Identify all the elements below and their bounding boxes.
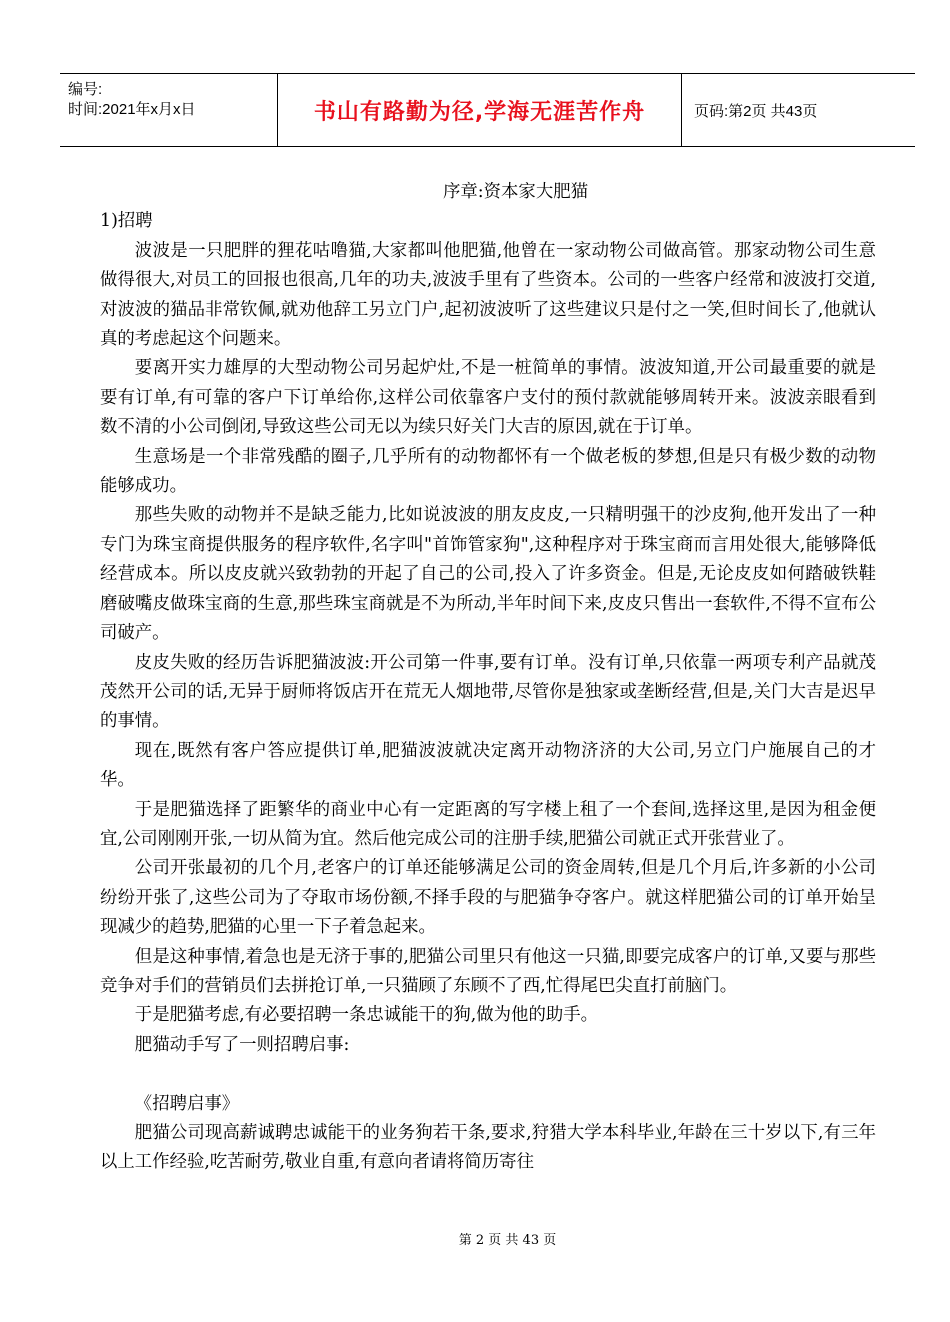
paragraph: 但是这种事情,着急也是无济于事的,肥猫公司里只有他这一只猫,即要完成客户的订单,又要与那些竞争对手们的营销员们去拼抢订单,一只猫顾了东顾不了西,忙得尾巴尖直打前脑门。 [100, 946, 876, 996]
number-label: 编号: [68, 81, 103, 98]
page-footer: 第 2 页 共 43 页 [458, 1233, 557, 1248]
paragraph: 于是肥猫考虑,有必要招聘一条忠诚能干的狗,做为他的助手。 [134, 1005, 599, 1026]
paragraph: 皮皮失败的经历告诉肥猫波波:开公司第一件事,要有订单。没有订单,只依靠一两项专利产品就茂茂然开公司的话,无异于厨师将饭店开在荒无人烟地带,尽管你是独家或垄断经营,但是,关门大吉是迟早的事情。 [100, 652, 876, 732]
paragraph: 于是肥猫选择了距繁华的商业中心有一定距离的写字楼上租了一个套间,选择这里,是因为租金便宜,公司刚刚开张,一切从简为宜。然后他完成公司的注册手续,肥猫公司就正式开张营业了。 [100, 799, 876, 849]
paragraph: 肥猫动手写了一则招聘启事: [134, 1034, 350, 1055]
header-page-info: 页码:第2页 共43页 [694, 102, 818, 120]
header-motto: 书山有路勤为径,学海无涯苦作舟 [278, 74, 682, 146]
notice-title: 《招聘启事》 [134, 1093, 240, 1114]
paragraph: 波波是一只肥胖的狸花咕噜猫,大家都叫他肥猫,他曾在一家动物公司做高管。那家动物公司生意做得很大,对员工的回报也很高,几年的功夫,波波手里有了些资本。公司的一些客户经常和波波打交道,对波波的猫品非常钦佩,就劝他辞工另立门户,起初波波听了这些建议只是付之一笑,但时间长了,他就认真的考虑起这个问题来。 [100, 240, 876, 350]
header-meta [60, 74, 278, 146]
paragraph: 生意场是一个非常残酷的圈子,几乎所有的动物都怀有一个做老板的梦想,但是只有极少数的动物能够成功。 [100, 446, 876, 497]
notice-body: 肥猫公司现高薪诚聘忠诚能干的业务狗若干条,要求,狩猎大学本科毕业,年龄在三十岁以下,有三年以上工作经验,吃苦耐劳,敬业自重,有意向者请将简历寄往 [100, 1122, 876, 1173]
document-header [60, 73, 915, 147]
paragraph: 那些失败的动物并不是缺乏能力,比如说波波的朋友皮皮,一只精明强干的沙皮狗,他开发出了一种专门为珠宝商提供服务的程序软件,名字叫"首饰管家狗",这种程序对于珠宝商而言用处很大,能够降低经营成本。所以皮皮就兴致勃勃的开起了自己的公司,投入了许多资金。但是,无论皮皮如何踏破铁鞋磨破嘴皮做珠宝商的生意,那些珠宝商就是不为所动,半年时间下来,皮皮只售出一套软件,不得不宣布公司破产。 [100, 505, 876, 644]
paragraph: 公司开张最初的几个月,老客户的订单还能够满足公司的资金周转,但是几个月后,许多新的小公司纷纷开张了,这些公司为了夺取市场份额,不择手段的与肥猫争夺客户。就这样肥猫公司的订单开始呈现减少的趋势,肥猫的心里一下子着急起来。 [100, 858, 876, 938]
document-body [100, 178, 876, 1178]
section-heading: 1)招聘 [100, 211, 153, 232]
paragraph: 现在,既然有客户答应提供订单,肥猫波波就决定离开动物济济的大公司,另立门户施展自己的才华。 [100, 740, 876, 791]
paragraph: 要离开实力雄厚的大型动物公司另起炉灶,不是一桩简单的事情。波波知道,开公司最重要的就是要有订单,有可靠的客户下订单给你,这样公司依靠客户支付的预付款就能够周转开来。波波亲眼看到数不清的小公司倒闭,导致这些公司无以为续只好关门大吉的原因,就在于订单。 [100, 358, 876, 438]
chapter-title: 序章:资本家大肥猫 [443, 182, 588, 202]
time-label: 时间:2021年x月x日 [68, 101, 196, 118]
blank-line [100, 1060, 876, 1089]
